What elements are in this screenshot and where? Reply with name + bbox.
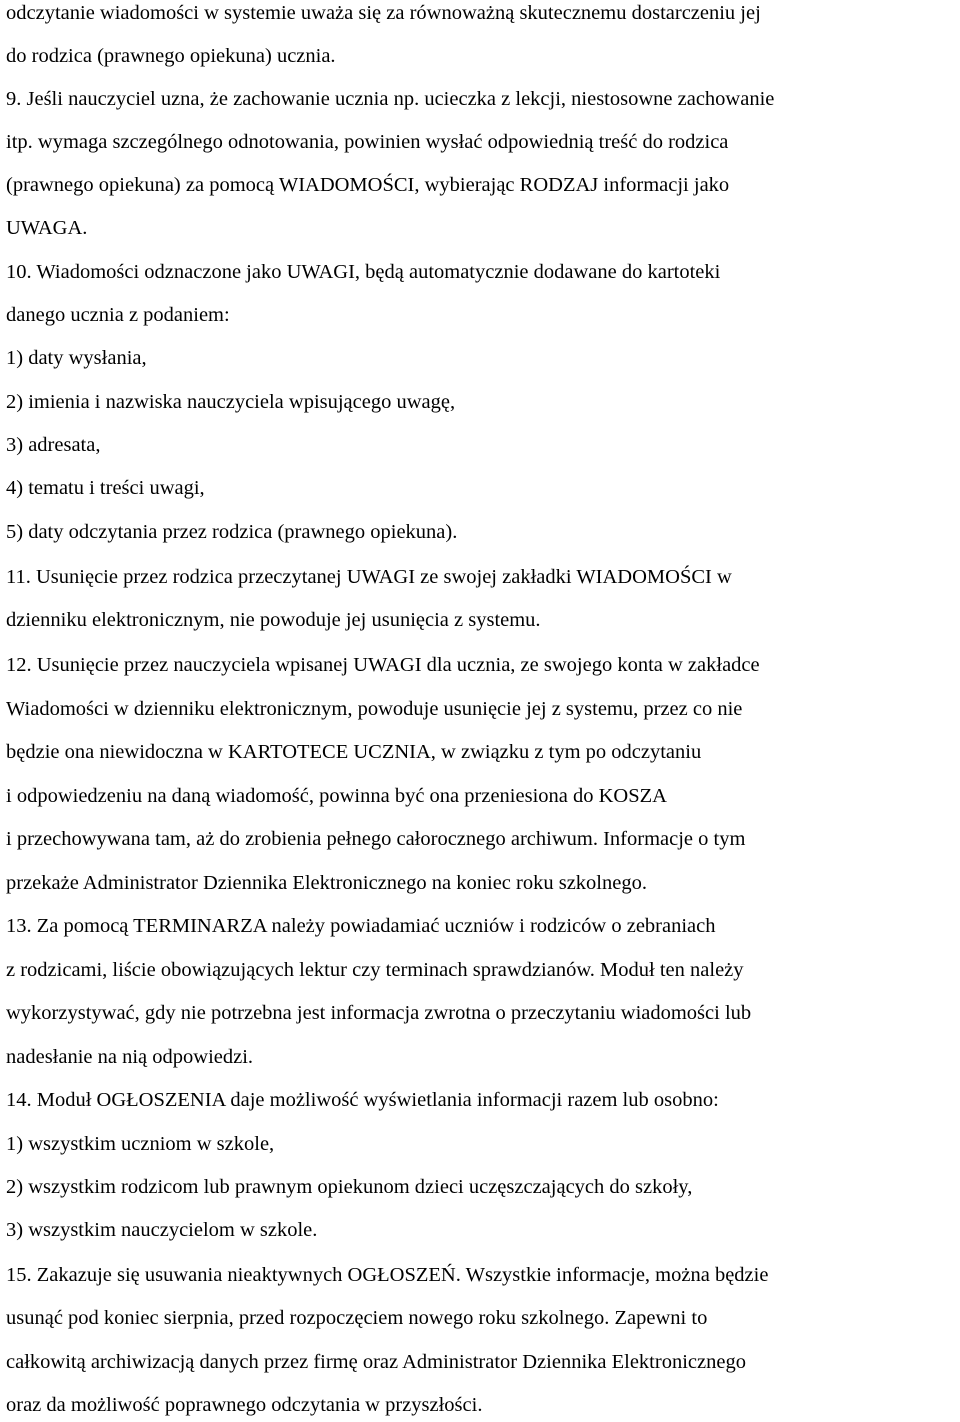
text-line: UWAGA. bbox=[6, 217, 88, 239]
text-line: do rodzica (prawnego opiekuna) ucznia. bbox=[6, 45, 336, 67]
text-line: 10. Wiadomości odznaczone jako UWAGI, będą automatycznie dodawane do kartoteki bbox=[6, 261, 721, 283]
text-line: itp. wymaga szczególnego odnotowania, powinien wysłać odpowiednią treść do rodzica bbox=[6, 131, 729, 153]
list-item: 2) imienia i nazwiska nauczyciela wpisującego uwagę, bbox=[6, 391, 456, 413]
text-line: odczytanie wiadomości w systemie uważa się za równoważną skutecznemu dostarczeniu jej bbox=[6, 2, 761, 24]
text-line: przekaże Administrator Dziennika Elektronicznego na koniec roku szkolnego. bbox=[6, 872, 647, 894]
text-line: 9. Jeśli nauczyciel uzna, że zachowanie ucznia np. ucieczka z lekcji, niestosowne zachowanie bbox=[6, 88, 775, 110]
list-item: 4) tematu i treści uwagi, bbox=[6, 477, 205, 499]
text-line: usunąć pod koniec sierpnia, przed rozpoczęciem nowego roku szkolnego. Zapewni to bbox=[6, 1307, 708, 1329]
text-line: 13. Za pomocą TERMINARZA należy powiadamiać uczniów i rodziców o zebraniach bbox=[6, 915, 716, 937]
list-item: 3) wszystkim nauczycielom w szkole. bbox=[6, 1219, 318, 1241]
text-line: Wiadomości w dzienniku elektronicznym, powoduje usunięcie jej z systemu, przez co nie bbox=[6, 698, 743, 720]
text-line: 15. Zakazuje się usuwania nieaktywnych OGŁOSZEŃ. Wszystkie informacje, można będzie bbox=[6, 1264, 769, 1286]
text-line: 11. Usunięcie przez rodzica przeczytanej UWAGI ze swojej zakładki WIADOMOŚCI w bbox=[6, 566, 732, 588]
text-line: 14. Moduł OGŁOSZENIA daje możliwość wyświetlania informacji razem lub osobno: bbox=[6, 1089, 719, 1111]
list-item: 1) daty wysłania, bbox=[6, 347, 147, 369]
text-line: i odpowiedzeniu na daną wiadomość, powinna być ona przeniesiona do KOSZA bbox=[6, 785, 667, 807]
list-item: 3) adresata, bbox=[6, 434, 101, 456]
text-line: nadesłanie na nią odpowiedzi. bbox=[6, 1046, 254, 1068]
text-line: wykorzystywać, gdy nie potrzebna jest informacja zwrotna o przeczytaniu wiadomości lub bbox=[6, 1002, 752, 1024]
text-line: i przechowywana tam, aż do zrobienia pełnego całorocznego archiwum. Informacje o tym bbox=[6, 828, 746, 850]
text-line: oraz da możliwość poprawnego odczytania w przyszłości. bbox=[6, 1394, 483, 1416]
text-line: danego ucznia z podaniem: bbox=[6, 304, 230, 326]
text-line: 12. Usunięcie przez nauczyciela wpisanej UWAGI dla ucznia, ze swojego konta w zakładce bbox=[6, 654, 760, 676]
text-line: całkowitą archiwizacją danych przez firmę oraz Administrator Dziennika Elektronicznego bbox=[6, 1351, 746, 1373]
text-line: będzie ona niewidoczna w KARTOTECE UCZNIA, w związku z tym po odczytaniu bbox=[6, 741, 702, 763]
list-item: 2) wszystkim rodzicom lub prawnym opiekunom dzieci uczęszczających do szkoły, bbox=[6, 1176, 693, 1198]
text-line: z rodzicami, liście obowiązujących lektur czy terminach sprawdzianów. Moduł ten należy bbox=[6, 959, 744, 981]
text-line: (prawnego opiekuna) za pomocą WIADOMOŚCI, wybierając RODZAJ informacji jako bbox=[6, 174, 730, 196]
text-line: dzienniku elektronicznym, nie powoduje jej usunięcia z systemu. bbox=[6, 609, 541, 631]
list-item: 5) daty odczytania przez rodzica (prawnego opiekuna). bbox=[6, 521, 458, 543]
list-item: 1) wszystkim uczniom w szkole, bbox=[6, 1133, 275, 1155]
